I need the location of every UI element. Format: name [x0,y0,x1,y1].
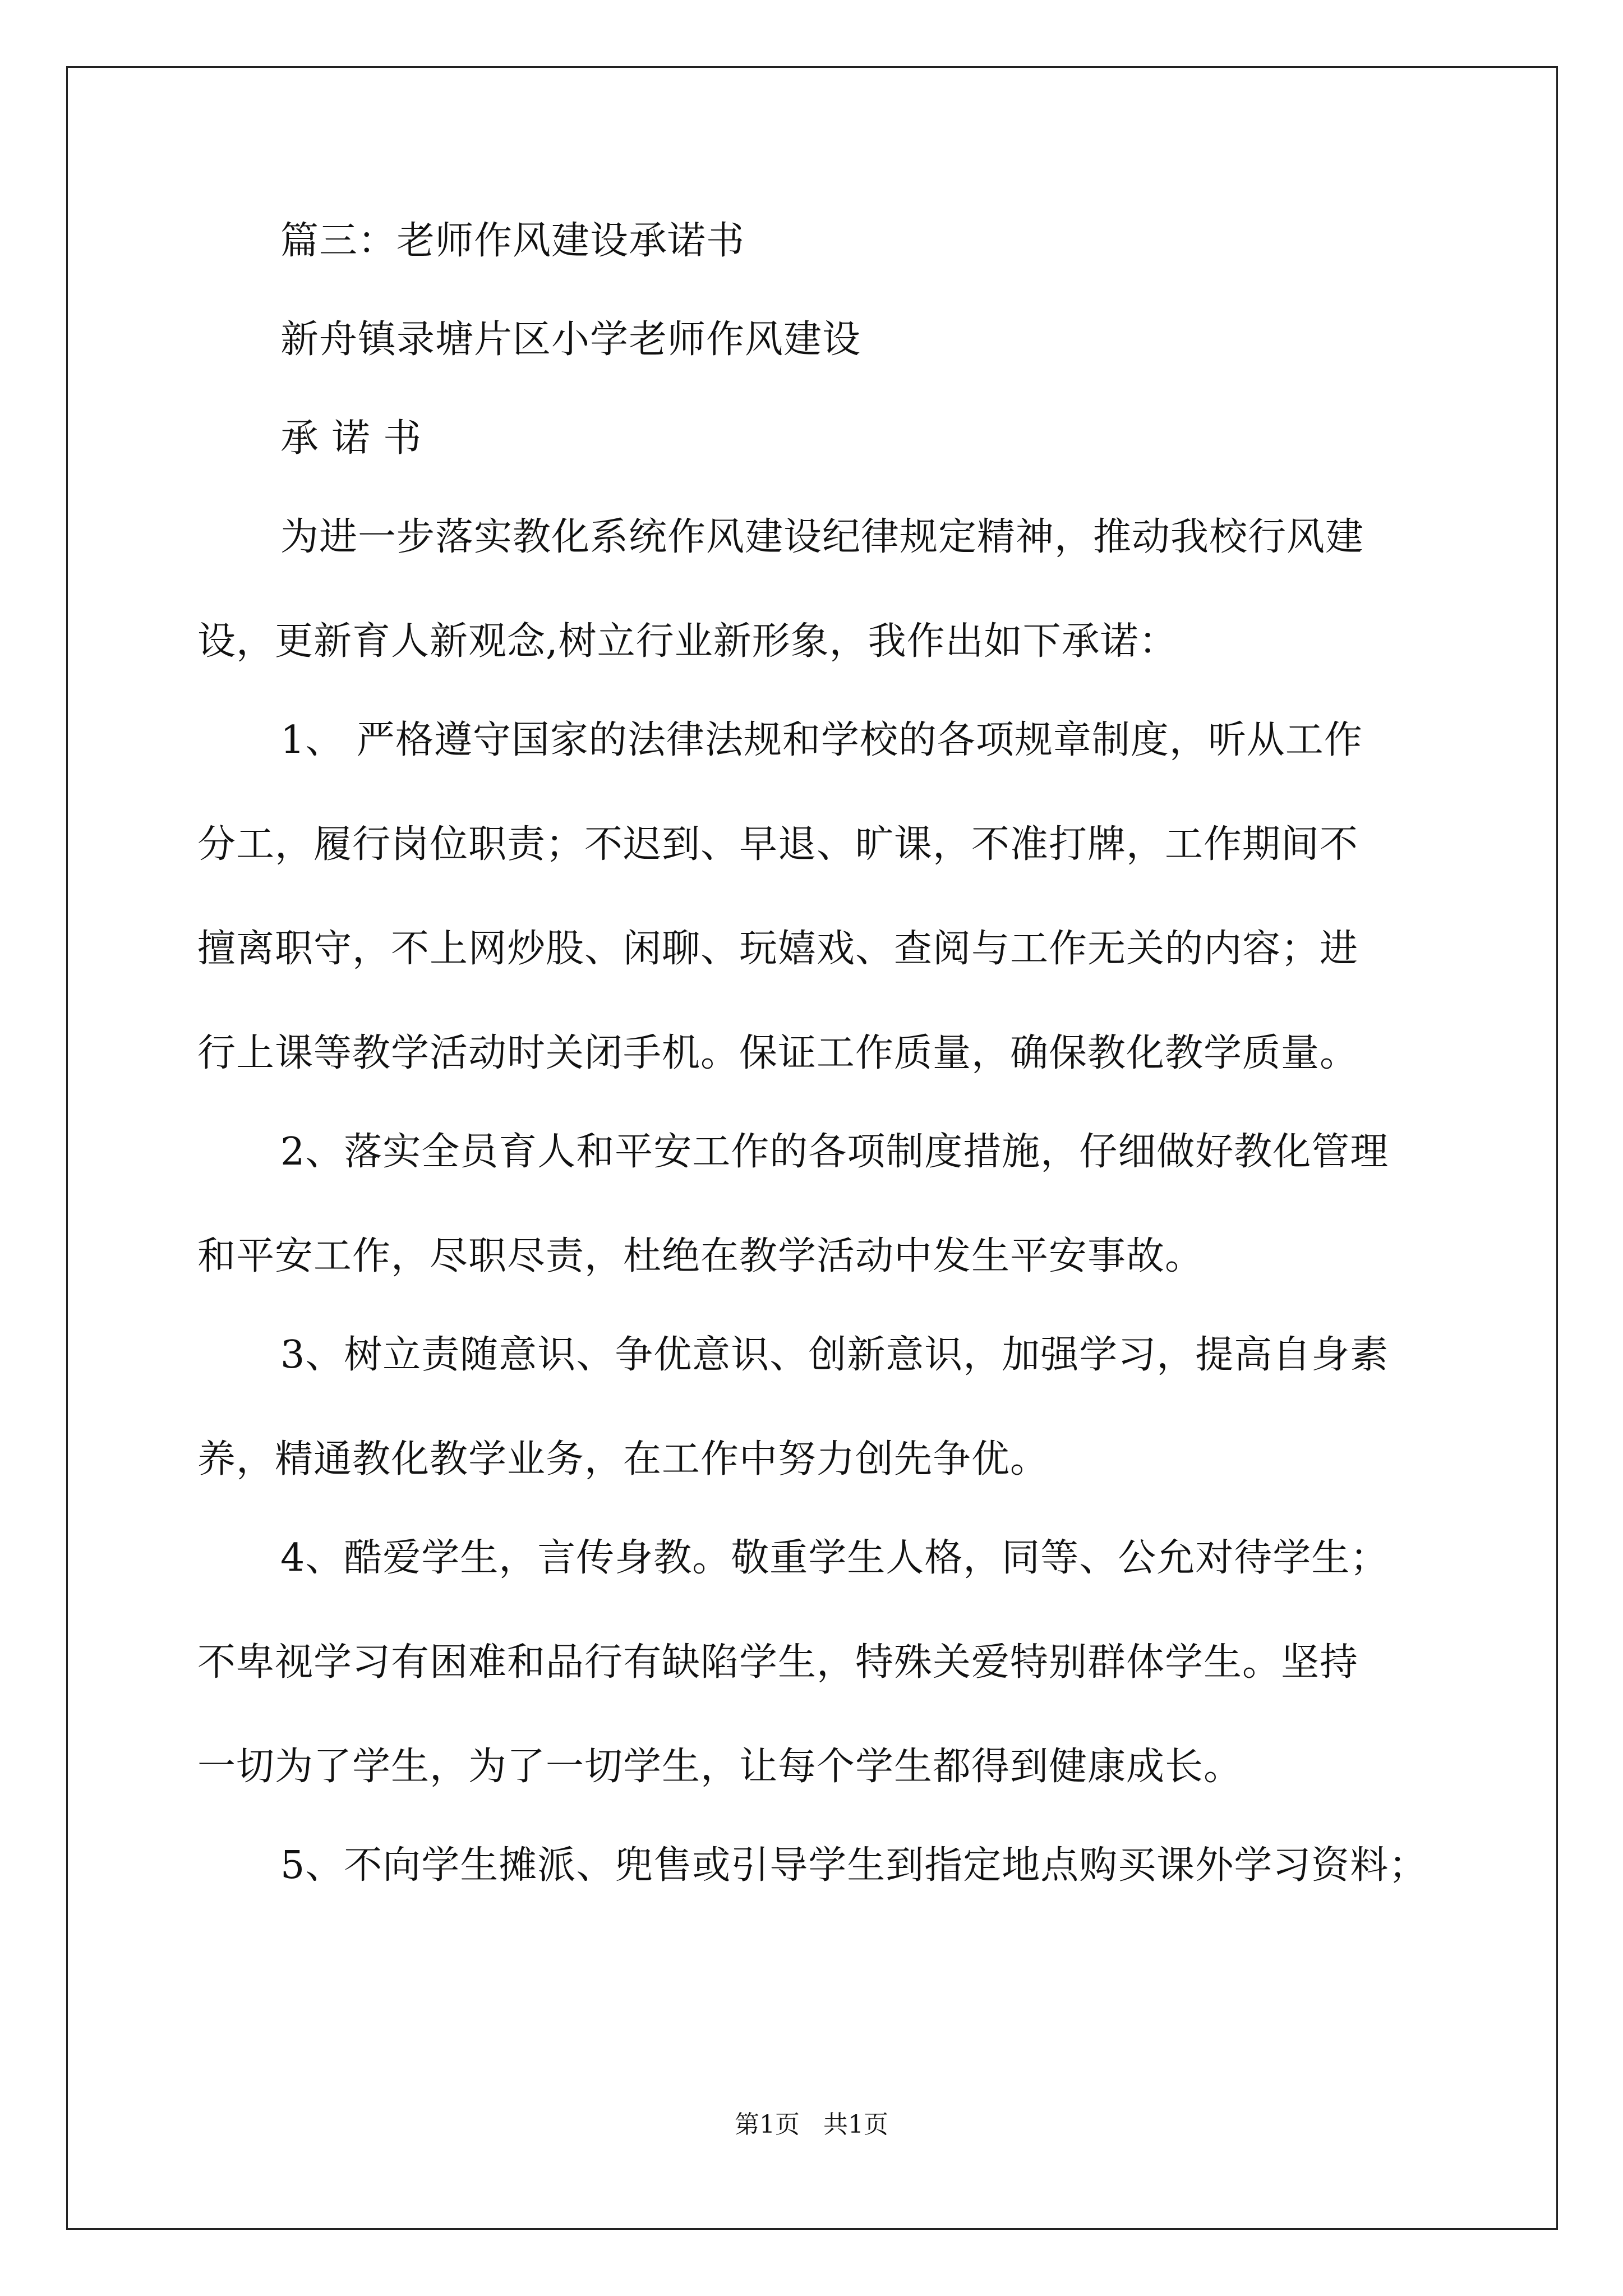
document-section-title: 篇三：老师作风建设承诺书 [280,219,745,263]
document-subtitle: 新舟镇录塘片区小学老师作风建设 [280,318,861,362]
paragraph-line: 5、不向学生摊派、兜售或引导学生到指定地点购买课外学习资料； [280,1843,1428,1888]
paragraph-line: 行上课等教学活动时关闭手机。保证工作质量，确保教化教学质量。 [197,1031,1359,1075]
paragraph-line: 为进一步落实教化系统作风建设纪律规定精神，推动我校行风建 [280,515,1364,559]
document-title-promise: 承 诺 书 [280,416,422,461]
page-number-footer: 第1页 共1页 [735,2110,888,2139]
paragraph-line: 一切为了学生，为了一切学生，让每个学生都得到健康成长。 [197,1745,1243,1789]
paragraph-line: 不卑视学习有困难和品行有缺陷学生，特殊关爱特别群体学生。坚持 [197,1640,1359,1685]
promise-item-3 [197,1327,1431,1488]
promise-item-1 [197,712,1431,1082]
promise-item-4 [197,1530,1431,1795]
paragraph-line: 3、树立责随意识、争优意识、创新意识，加强学习，提高自身素 [280,1333,1389,1377]
paragraph-line: 养，精通教化教学业务，在工作中努力创先争优。 [197,1437,1049,1481]
promise-item-2 [197,1124,1431,1285]
promise-item-5 [197,1838,1431,1894]
paragraph-line: 1、 严格遵守国家的法律法规和学校的各项规章制度，听从工作 [280,718,1363,762]
paragraph-line: 2、落实全员育人和平安工作的各项制度措施，仔细做好教化管理 [280,1130,1389,1174]
paragraph-line: 擅离职守，不上网炒股、闲聊、玩嬉戏、查阅与工作无关的内容；进 [197,927,1359,971]
paragraph-line: 4、酷爱学生，言传身教。敬重学生人格，同等、公允对待学生； [280,1536,1389,1580]
paragraph-line: 和平安工作，尽职尽责，杜绝在教学活动中发生平安事故。 [197,1234,1204,1278]
intro-paragraph [197,509,1431,670]
document-body [197,213,1431,1936]
paragraph-line: 设，更新育人新观念,树立行业新形象，我作出如下承诺： [197,619,1178,664]
paragraph-line: 分工，履行岗位职责；不迟到、早退、旷课，不准打牌，工作期间不 [197,822,1359,867]
